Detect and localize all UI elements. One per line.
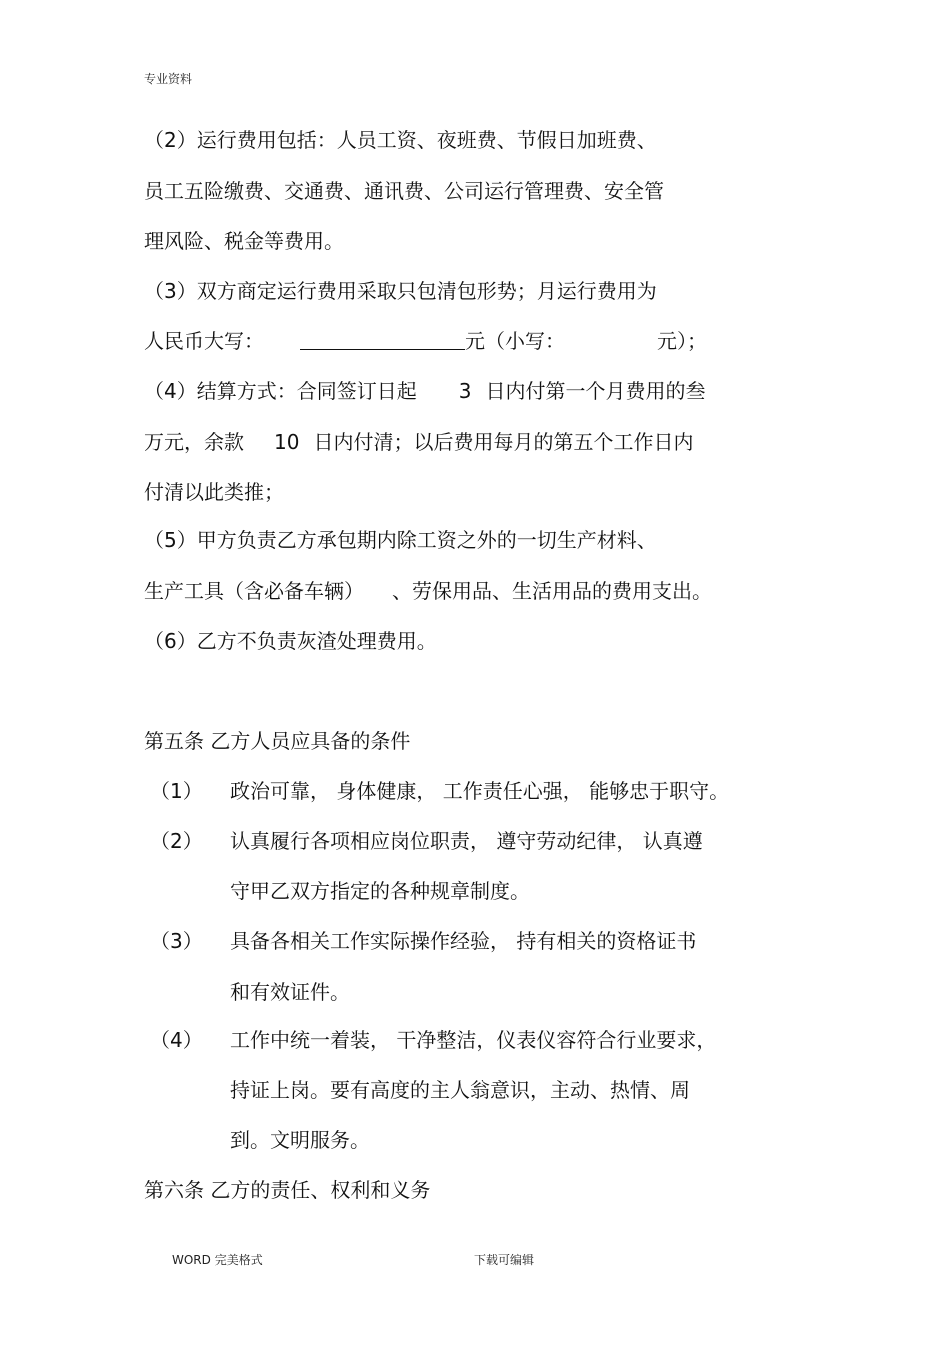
footer-right: 下载可编辑 <box>474 1253 535 1267</box>
item-3-line-1: （3）双方商定运行费用采取只包清包形势；月运行费用为 <box>144 279 657 303</box>
page-header: 专业资料 <box>144 72 193 86</box>
days-3-value: 3 <box>458 379 472 403</box>
rmb-uppercase-label: 人民币大写： <box>144 329 264 353</box>
art5-item-3-line-1: 具备各相关工作实际操作经验， 持有相关的资格证书 <box>230 929 697 953</box>
art5-item-1-num: （1） <box>150 779 203 803</box>
art5-item-2-line-2: 守甲乙双方指定的各种规章制度。 <box>230 879 530 903</box>
art5-item-2-num: （2） <box>150 829 203 853</box>
item-2-line-3: 理风险、税金等费用。 <box>144 229 344 253</box>
footer-left: WORD 完美格式 <box>172 1253 263 1267</box>
art5-item-4-num: （4） <box>150 1028 203 1052</box>
item-5-line-1: （5）甲方负责乙方承包期内除工资之外的一切生产材料、 <box>144 528 657 552</box>
item-6-line-1: （6）乙方不负责灰渣处理费用。 <box>144 629 437 653</box>
item-5-line-2: 生产工具（含必备车辆） 、劳保用品、生活用品的费用支出。 <box>144 579 712 603</box>
art5-item-4-line-2: 持证上岗。要有高度的主人翁意识，主动、热情、周 <box>230 1078 690 1102</box>
item-4-line-3: 付清以此类推； <box>144 480 284 504</box>
item-2-line-2: 员工五险缴费、交通费、通讯费、公司运行管理费、安全管 <box>144 179 664 203</box>
art5-item-1-line-1: 政治可靠， 身体健康， 工作责任心强， 能够忠于职守。 <box>230 779 730 803</box>
yuan-close-label: 元）； <box>657 329 707 353</box>
art5-item-4-line-3: 到。文明服务。 <box>230 1128 370 1152</box>
art5-item-2-line-1: 认真履行各项相应岗位职责， 遵守劳动纪律， 认真遵 <box>230 829 703 853</box>
item-4-line-1: （4）结算方式：合同签订日起 3 日内付第一个月费用的叁 <box>144 379 706 403</box>
article-6-title: 第六条 乙方的责任、权利和义务 <box>144 1178 431 1202</box>
art5-item-3-line-2: 和有效证件。 <box>230 980 350 1004</box>
item-4-line-2: 万元，余款 10 日内付清；以后费用每月的第五个工作日内 <box>144 430 694 454</box>
art5-item-4-line-1: 工作中统一着装， 干净整洁，仪表仪容符合行业要求， <box>230 1028 717 1052</box>
yuan-lowercase-label: 元（小写： <box>465 329 565 353</box>
art5-item-3-num: （3） <box>150 929 203 953</box>
article-5-title: 第五条 乙方人员应具备的条件 <box>144 729 411 753</box>
item-2-line-1: （2）运行费用包括：人员工资、夜班费、节假日加班费、 <box>144 128 657 152</box>
days-10-value: 10 <box>274 430 300 454</box>
amount-blank-line <box>300 327 465 350</box>
item-3-line-2 <box>144 326 707 356</box>
